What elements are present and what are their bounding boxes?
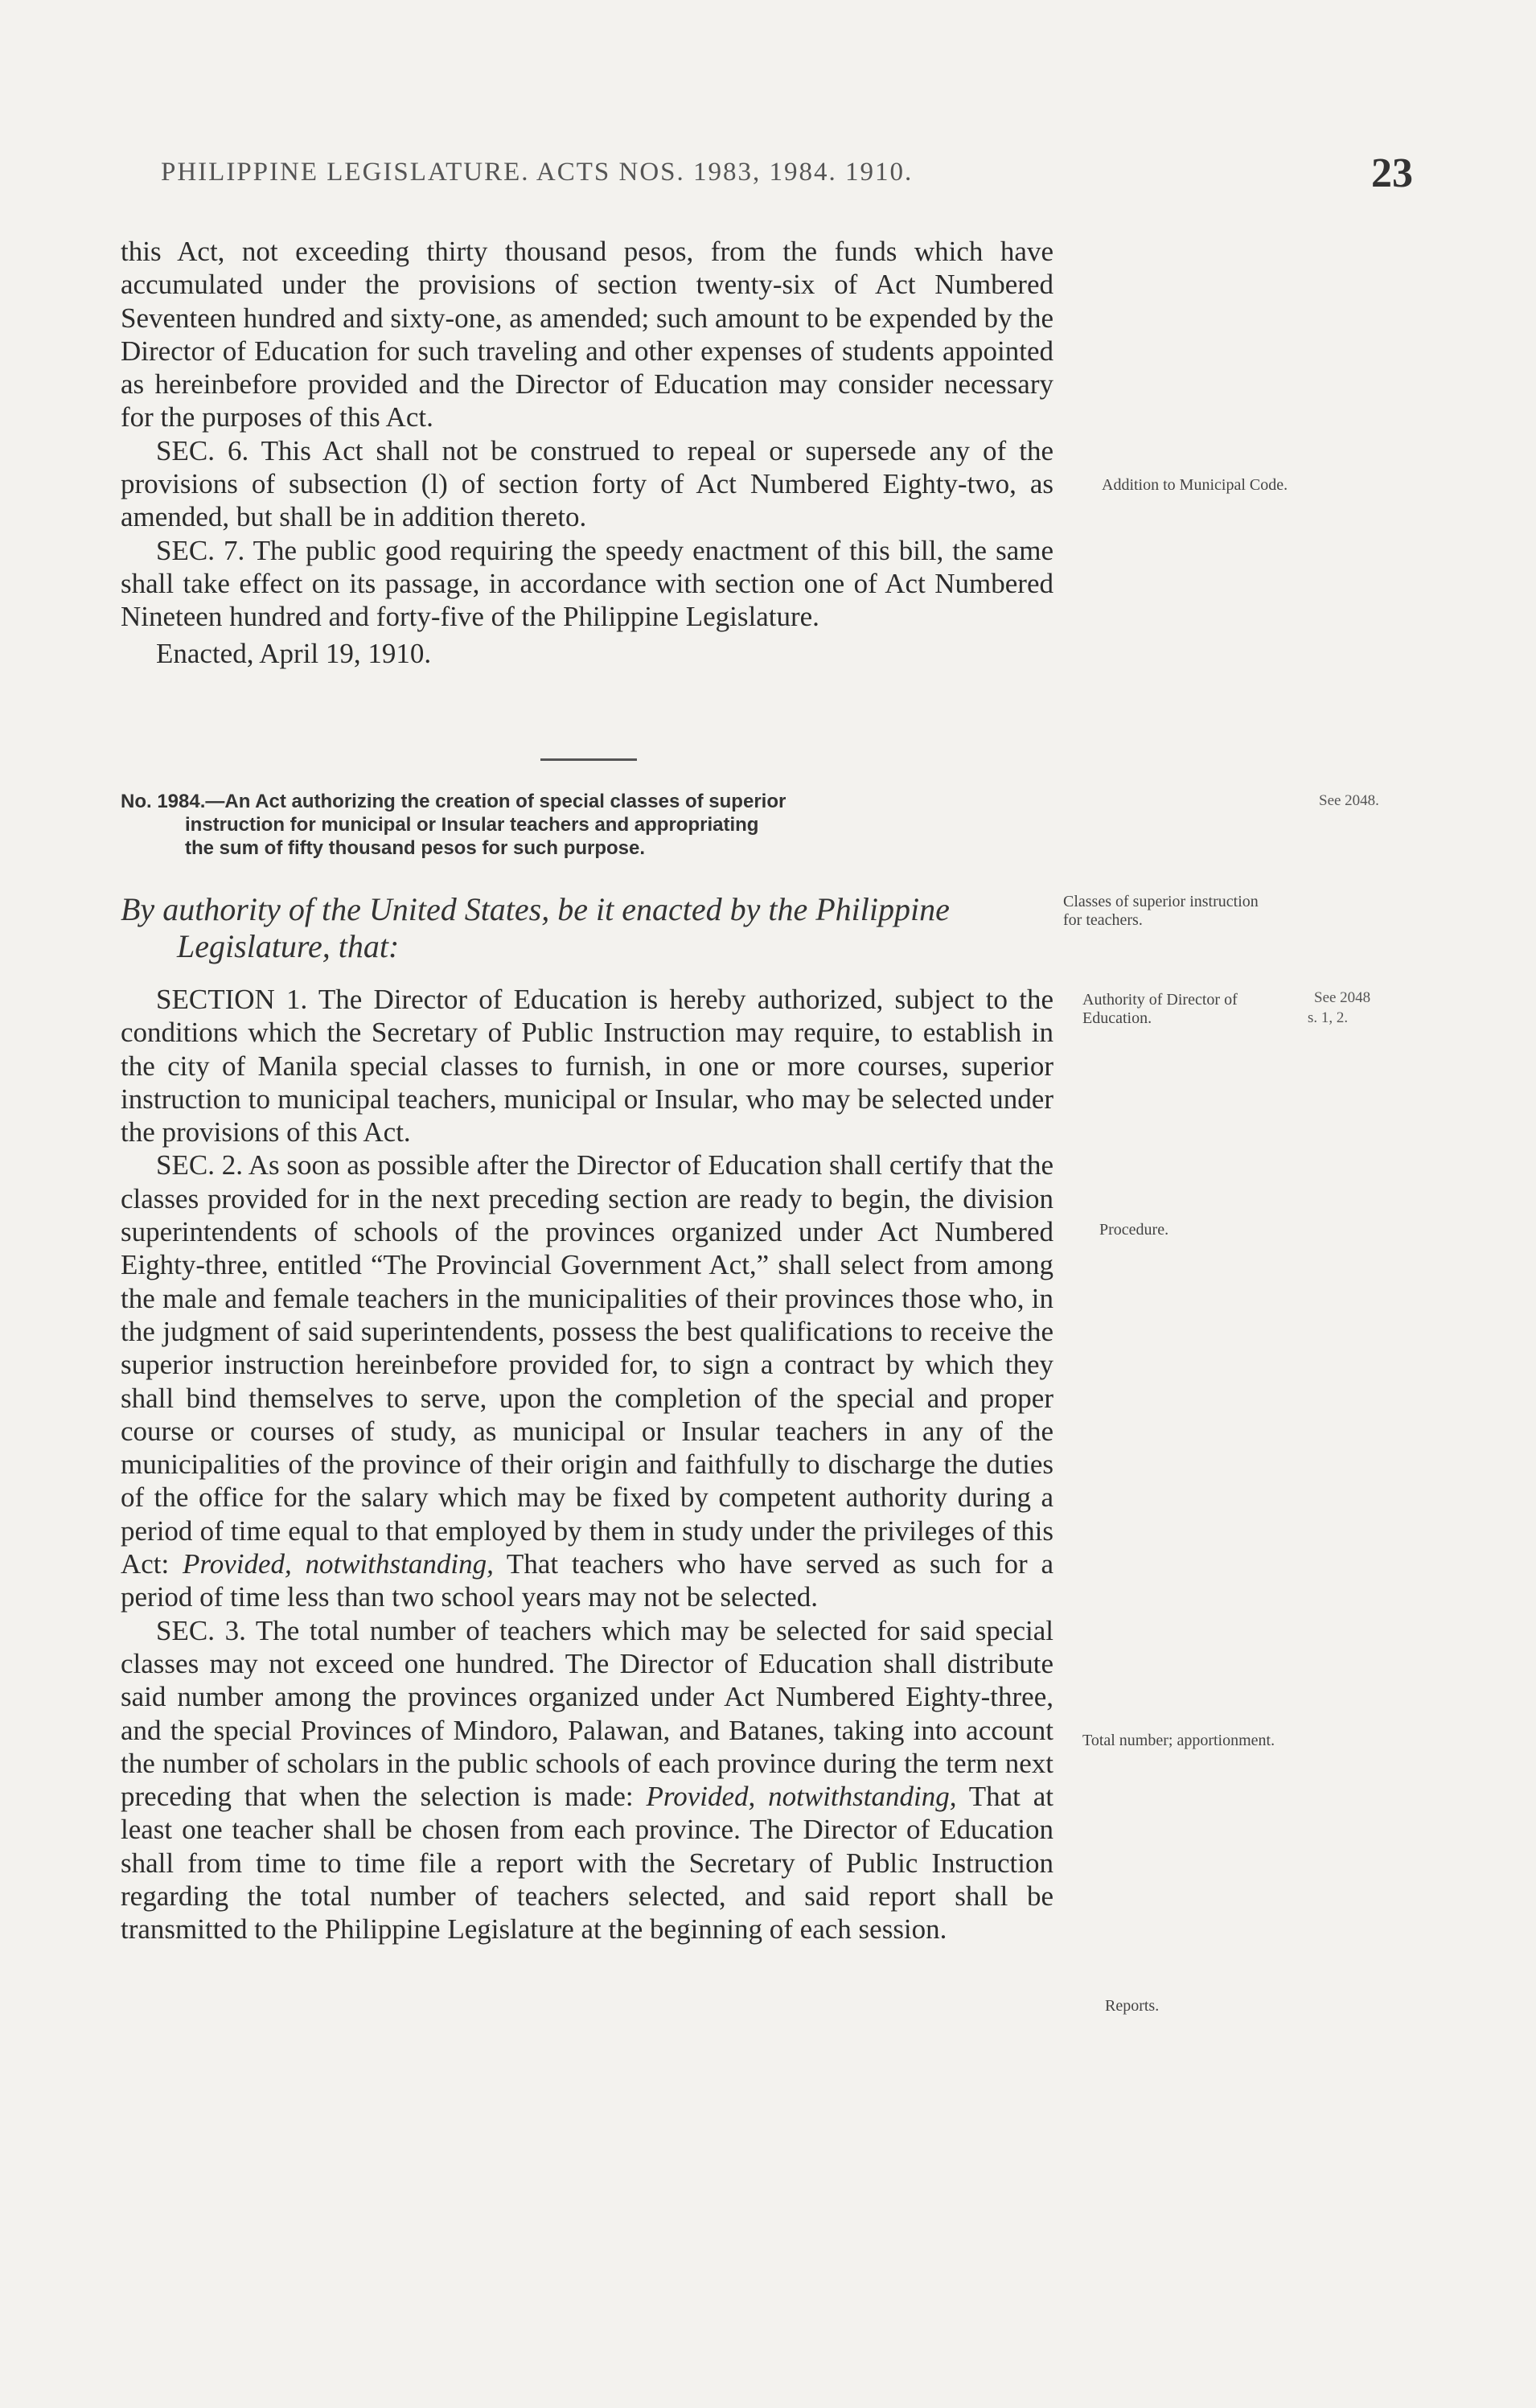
enacting-line: By authority of the United States, be it enacted by the Philippine xyxy=(121,891,950,927)
sidenote-classes: Classes of superior instruction for teachers. xyxy=(1063,893,1259,929)
act-1984-heading xyxy=(121,790,1053,860)
enacted-date: Enacted, April 19, 1910. xyxy=(156,637,432,669)
section-label: SECTION 1. xyxy=(156,984,308,1015)
section-label: SEC. 3. xyxy=(156,1614,246,1646)
section-text: That at least one teacher shall be chosen from each province. The Director of Education shall from time to time file a report with the Secretary of Public Instruction regarding the total number of teachers selected, and said report shall be transmitted to the Philippine Legislature at the beginning of each session. xyxy=(121,1781,1054,1946)
section-label: SEC. 2. xyxy=(156,1149,243,1181)
crossref-sections: s. 1, 2. xyxy=(1308,1009,1349,1026)
paragraph-continuation: this Act, not exceeding thirty thousand pesos, from the funds which have accumulated under the provisions of section twenty-six of Act Numbered Seventeen hundred and sixty-one, as amended; such amount to be expended by the Director of Education for such traveling and other expenses of students appointed as hereinbefore provided and the Director of Education may consider necessary for the purposes of this Act. xyxy=(121,236,1053,434)
section-label: SEC. 7. xyxy=(156,534,245,566)
section-text: The Director of Education is hereby authorized, subject to the conditions which the Secretary of Public Instruction may require, to establish in the city of Manila special classes to furnish, in one or more courses, superior instruction to municipal teachers, municipal or Insular, who may be selected under the provisions of this Act. xyxy=(121,984,1053,1149)
section-text: The total number of teachers which may be selected for said special classes may not exceed one hundred. The Director of Education shall distribute said number among the provinces organized under Act Numbered Eighty-three, and the special Provinces of Mindoro, Palawan, and Batanes, taking into account the number of scholars in the public schools of each province during the term next preceding that when the selection is made: xyxy=(121,1614,1053,1813)
act-1983-text xyxy=(121,235,1053,670)
section-7 xyxy=(121,534,1053,634)
proviso: Provided, notwithstanding, xyxy=(183,1548,494,1580)
crossref-see-2048: See 2048 xyxy=(1314,989,1371,1006)
running-head: PHILIPPINE LEGISLATURE. ACTS NOS. 1983, 1984. 1910. xyxy=(161,158,914,187)
sidenote-total: Total number; apportionment. xyxy=(1082,1732,1275,1749)
page-number: 23 xyxy=(1371,150,1413,196)
section-text: The public good requiring the speedy enactment of this bill, the same shall take effect on its passage, in accordance with section one of Act Numbered Nineteen hundred and forty-five of the Philippine Legislature. xyxy=(121,534,1053,633)
section-6 xyxy=(121,434,1053,534)
sidenote-reports: Reports. xyxy=(1105,1997,1160,2015)
divider-rule xyxy=(540,758,637,761)
proviso: Provided, notwithstanding, xyxy=(646,1781,957,1813)
enacting-clause xyxy=(121,891,1053,965)
section-text: As soon as possible after the Director of Education shall certify that the classes provided for in the next preceding section are ready to begin, the division superintendents of schools of the provinces organized under Act Numbered Eighty-three, entitled “The Provincial Government Act,” shall select from among the male and female teachers in the municipalities of their provinces those who, in the judgment of said superintendents, possess the best qualifications to receive the superior instruction hereinbefore provided for, to sign a contract by which they shall bind themselves to serve, upon the completion of the special and proper course or courses of study, as municipal or Insular teachers in any of the municipalities of the province of their origin and faithfully to discharge the duties of the office for the salary which may be fixed by competent authority during a period of time equal to that employed by them in study under the privileges of this Act: xyxy=(121,1149,1053,1580)
section-text: That teachers who have served as such for a period of time less than two school years may not be selected. xyxy=(121,1548,1053,1613)
section-3 xyxy=(121,1614,1053,1946)
heading-line: No. 1984.—An Act authorizing the creation of special classes of superior xyxy=(121,791,786,812)
act-1984-text xyxy=(121,983,1053,1946)
heading-line: instruction for municipal or Insular teachers and appropriating xyxy=(185,814,759,836)
section-text: This Act shall not be construed to repeal or supersede any of the provisions of subsection (l) of section forty of Act Numbered Eighty-two, as amended, but shall be in addition thereto. xyxy=(121,434,1053,533)
section-2 xyxy=(121,1149,1053,1613)
section-label: SEC. 6. xyxy=(156,434,249,466)
sidenote-authority: Authority of Director of Education. xyxy=(1082,991,1238,1027)
crossref-see-2048: See 2048. xyxy=(1319,792,1379,809)
enacting-line: Legislature, that: xyxy=(177,928,400,964)
section-1 xyxy=(121,983,1053,1149)
heading-line: the sum of fifty thousand pesos for such purpose. xyxy=(185,837,646,859)
sidenote-procedure: Procedure. xyxy=(1099,1221,1169,1239)
sidenote-addition: Addition to Municipal Code. xyxy=(1102,476,1288,494)
